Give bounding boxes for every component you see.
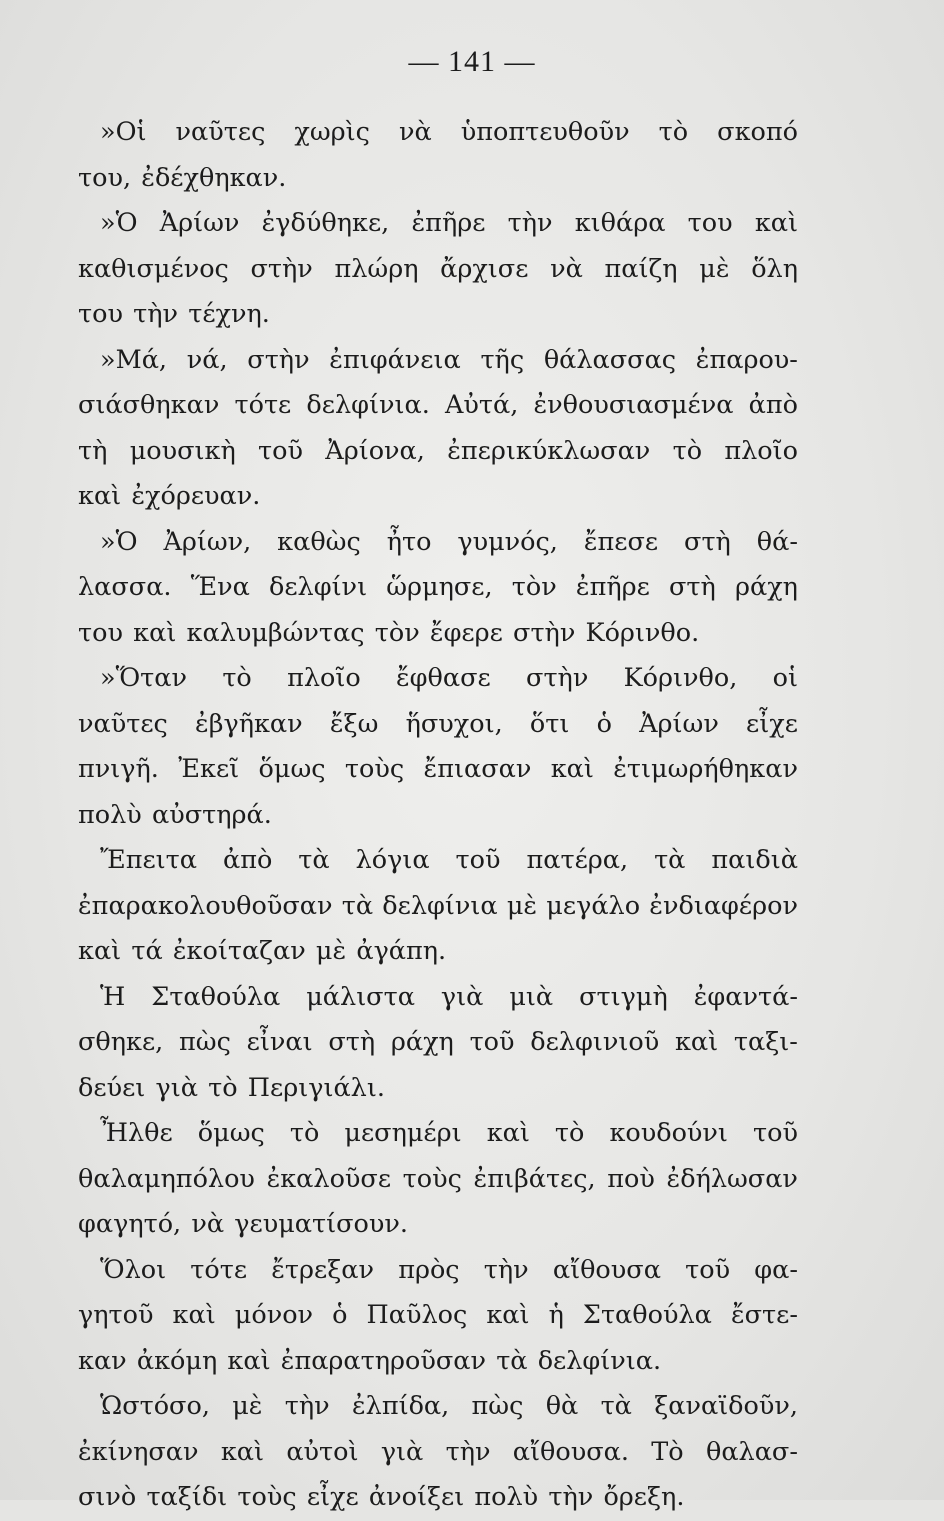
word: νὰ <box>398 117 432 147</box>
word: ἐπερικύκλωσαν <box>447 435 651 466</box>
word: ἐπιβάτες, <box>473 1163 596 1194</box>
word: γιὰ <box>380 1436 424 1467</box>
word: τὴν <box>483 1254 529 1285</box>
word: »Οἱ <box>100 117 147 147</box>
text-line <box>78 975 798 1021</box>
word: ἄρχισε <box>440 253 529 284</box>
word: ἐπῆρε <box>575 572 650 602</box>
word: ὅμως <box>197 1118 265 1148</box>
word: πατέρα, <box>526 845 629 875</box>
word: »Ὁ <box>100 526 138 557</box>
word: θαλαμηπόλου <box>78 1163 255 1194</box>
text-line <box>78 1202 798 1248</box>
word: αἴθουσα <box>552 1254 661 1285</box>
word: πὼς <box>179 1027 231 1057</box>
word: καὶ <box>754 208 798 238</box>
word: ἔφερε <box>429 617 503 648</box>
word: στὴν <box>513 617 576 648</box>
word: Ὡστόσο, <box>100 1391 210 1421</box>
word: τὴν <box>548 1482 594 1512</box>
word: τὴ <box>78 435 108 466</box>
word: ἐνθουσιασμένα <box>533 390 734 420</box>
word: τὰ <box>341 890 374 921</box>
word: ἐδέχθηκαν. <box>141 162 287 193</box>
word: πλοῖο <box>724 435 798 466</box>
word: ναῦτες <box>175 117 266 147</box>
word: τέχνη. <box>188 299 270 329</box>
text-line <box>78 1339 798 1385</box>
word: ἦτο <box>386 526 432 557</box>
word: Ἕνα <box>190 572 250 602</box>
text-line <box>78 201 798 247</box>
word: ταξίδι <box>146 1482 228 1512</box>
word: γητοῦ <box>78 1300 154 1330</box>
word: τότε <box>190 1254 248 1285</box>
word: ὅμως <box>258 754 326 784</box>
text-line <box>78 429 798 475</box>
word: εἶναι <box>246 1027 313 1057</box>
word: σιάσθηκαν <box>78 390 220 420</box>
word: ἐχόρευαν. <box>131 481 261 511</box>
word: τὴν <box>445 1436 491 1467</box>
word: ἔπιασαν <box>423 754 532 784</box>
word: ἐκίνησαν <box>78 1436 199 1467</box>
word: πνιγῆ. <box>78 754 159 784</box>
word: δελφίνια. <box>306 390 430 420</box>
word: καὶ <box>78 936 122 966</box>
word: ξαναϊδοῦν, <box>654 1391 798 1421</box>
text-line <box>78 747 798 793</box>
word: ὅτι <box>529 708 570 739</box>
word: ὁ <box>596 708 612 739</box>
word: θάλασσας <box>543 344 677 375</box>
word: σινὸ <box>78 1482 137 1512</box>
word: αὐστηρά. <box>151 799 272 830</box>
word: μουσικὴ <box>129 435 236 466</box>
word: στὴ <box>669 572 716 602</box>
text-line <box>78 474 798 520</box>
word: δελφίνι <box>268 572 368 602</box>
word: θὰ <box>545 1391 579 1421</box>
word: τὸ <box>208 1072 238 1103</box>
word: τότε <box>234 390 292 420</box>
word: στιγμὴ <box>579 981 668 1012</box>
text-line <box>78 611 798 657</box>
word: Σταθούλα <box>151 981 281 1012</box>
text-line <box>78 656 798 702</box>
word: ἐπιφάνεια <box>329 344 461 375</box>
word: τὰ <box>496 1345 528 1376</box>
word: ἐγδύθηκε, <box>261 208 390 238</box>
word: του <box>78 299 123 329</box>
word: Ἀρίων <box>159 208 240 238</box>
word: ἀγάπη. <box>356 936 447 966</box>
text-line <box>78 929 798 975</box>
word: πολὺ <box>78 799 142 830</box>
word: ἐδήλωσαν <box>666 1163 798 1194</box>
word: τὴν <box>507 208 553 238</box>
word: μὲ <box>232 1391 263 1421</box>
word: νά, <box>186 344 228 375</box>
word: δελφίνια. <box>537 1345 662 1376</box>
word: κουδούνι <box>609 1118 728 1148</box>
text-line <box>78 884 798 930</box>
word: τὸν <box>511 572 557 602</box>
word: ταξι- <box>733 1027 798 1057</box>
word: ἐλπίδα, <box>351 1391 450 1421</box>
word: τὰ <box>298 845 330 875</box>
word: »Ὅταν <box>100 663 188 693</box>
word: καὶ <box>172 1300 216 1330</box>
word: ἀπὸ <box>748 390 798 420</box>
word: τὸν <box>374 617 420 648</box>
word: καὶ <box>133 617 177 648</box>
word: ἥσυχοι, <box>405 708 503 739</box>
word: μεσημέρι <box>344 1118 462 1148</box>
word: ἐπαρακολουθοῦσαν <box>78 890 333 921</box>
word: ἐτιμωρήθηκαν <box>613 754 798 784</box>
word: Ἀρίων <box>639 708 719 739</box>
word: του <box>687 208 733 238</box>
word: στὴν <box>247 344 310 375</box>
word: τοῦ <box>455 845 501 875</box>
word: νὰ <box>550 253 583 284</box>
word: ἐφαντά- <box>693 981 798 1012</box>
word: ὁ <box>332 1300 348 1330</box>
word: τὴν <box>284 1391 330 1421</box>
word: μάλιστα <box>306 981 415 1012</box>
word: πολὺ <box>474 1482 539 1512</box>
word: Σταθούλα <box>582 1300 712 1330</box>
word: Κόρινθο. <box>585 617 700 648</box>
word: κιθάρα <box>574 208 666 238</box>
word: δεύει <box>78 1072 146 1103</box>
word: καὶ <box>227 1345 271 1376</box>
word: Ἀρίονα, <box>325 435 425 466</box>
word: ἐκοίταζαν <box>172 936 306 966</box>
word: αἴθουσα. <box>512 1436 629 1467</box>
text-line <box>78 702 798 748</box>
text-line <box>78 1066 798 1112</box>
text-line <box>78 565 798 611</box>
word: Ἡ <box>100 981 126 1012</box>
word: τὸ <box>672 435 703 466</box>
word: αὐτοὶ <box>286 1436 359 1467</box>
word: »Μά, <box>100 344 168 375</box>
word: στὴ <box>684 526 731 557</box>
word: Ἀρίων, <box>163 526 252 557</box>
text-line <box>78 1157 798 1203</box>
text-line <box>78 1293 798 1339</box>
word: χωρὶς <box>294 117 370 147</box>
word: τὸ <box>658 117 689 147</box>
word: ἀκόμη <box>136 1345 218 1376</box>
page-number: — 141 — <box>408 45 536 78</box>
word: στὴν <box>250 253 313 284</box>
text-line <box>78 1020 798 1066</box>
text-line <box>78 338 798 384</box>
text-line <box>78 838 798 884</box>
word: ὥρμησε, <box>386 572 493 602</box>
word: Κόρινθο, <box>623 663 738 693</box>
text-line <box>78 1248 798 1294</box>
text-line <box>78 156 798 202</box>
word: τοῦ <box>469 1027 515 1057</box>
word: πλώρη <box>334 253 419 284</box>
word: μεγάλο <box>546 890 641 921</box>
word: Ἐκεῖ <box>178 754 240 784</box>
word: ὄρεξη. <box>603 1482 685 1512</box>
word: τά <box>131 936 163 966</box>
word: ἔξω <box>329 708 379 739</box>
word: παίζη <box>604 253 678 284</box>
word: παιδιὰ <box>711 845 798 875</box>
word: λασσα. <box>78 572 172 602</box>
word: ἡ <box>548 1300 564 1330</box>
word: πλοῖο <box>287 663 361 693</box>
word: γιὰ <box>155 1072 198 1103</box>
word: ἔπεσε <box>583 526 659 557</box>
word: ναῦτες <box>78 708 168 739</box>
word: Αὐτά, <box>444 390 519 420</box>
word: δελφινιοῦ <box>530 1027 660 1057</box>
word: τῆς <box>480 344 525 375</box>
word: τὴν <box>133 299 179 329</box>
text-line <box>78 793 798 839</box>
text-line <box>78 110 798 156</box>
word: καν <box>78 1345 127 1376</box>
word: ποὺ <box>607 1163 655 1194</box>
word: του, <box>78 162 132 193</box>
word: ράχη <box>734 572 798 602</box>
text-line <box>78 1475 798 1521</box>
text-line <box>78 1430 798 1476</box>
word: τοὺς <box>402 1163 462 1194</box>
word: τοὺς <box>344 754 405 784</box>
word: μὲ <box>699 253 730 284</box>
word: τοῦ <box>258 435 303 466</box>
word: στὴν <box>526 663 589 693</box>
word: ἀπὸ <box>222 845 273 875</box>
word: θά- <box>756 526 798 557</box>
text-line <box>78 520 798 566</box>
word: Ἔπειτα <box>100 845 198 875</box>
word: καὶ <box>550 754 594 784</box>
word: γευματίσουν. <box>234 1209 408 1239</box>
word: εἶχε <box>746 708 798 739</box>
word: τοὺς <box>237 1482 297 1512</box>
word: νὰ <box>191 1209 225 1239</box>
word: Τὸ <box>651 1436 684 1467</box>
word: ἀνοίξει <box>368 1482 465 1512</box>
word: ἔτρεξαν <box>271 1254 375 1285</box>
word: μόνον <box>234 1300 314 1330</box>
word: φα- <box>754 1254 798 1285</box>
word: καλυμβώντας <box>186 617 365 648</box>
word: καὶ <box>486 1118 530 1148</box>
word: τὸ <box>289 1118 320 1148</box>
word: πὼς <box>471 1391 524 1421</box>
word: μὲ <box>315 936 347 966</box>
word: καὶ <box>674 1027 719 1057</box>
word: φαγητό, <box>78 1209 182 1239</box>
word: δελφίνια <box>382 890 498 921</box>
word: ὅλη <box>751 253 798 284</box>
word: θαλασ- <box>705 1436 798 1467</box>
word: γυμνός, <box>457 526 558 557</box>
word: »Ὁ <box>100 208 138 238</box>
word: τὰ <box>600 1391 632 1421</box>
word: τοῦ <box>753 1118 798 1148</box>
word: μὲ <box>506 890 538 921</box>
text-line <box>78 383 798 429</box>
text-line <box>78 1111 798 1157</box>
word: Ὅλοι <box>100 1254 167 1285</box>
word: ἔστε- <box>730 1300 798 1330</box>
word: Παῦλος <box>366 1300 468 1330</box>
word: στὴ <box>328 1027 376 1057</box>
word: καὶ <box>220 1436 264 1467</box>
word: σθηκε, <box>78 1027 164 1057</box>
word: ἐπαρου- <box>695 344 798 375</box>
word: ἐπῆρε <box>411 208 486 238</box>
word: ἐκαλοῦσε <box>266 1163 392 1194</box>
word: ἐνδιαφέρον <box>649 890 798 921</box>
word: γιὰ <box>440 981 484 1012</box>
word: ράχη <box>390 1027 454 1057</box>
word: του <box>78 617 123 648</box>
text-line <box>78 247 798 293</box>
word: ἐβγῆκαν <box>195 708 303 739</box>
word: μιὰ <box>509 981 554 1012</box>
word: τοῦ <box>685 1254 731 1285</box>
word: τὸ <box>554 1118 585 1148</box>
word: οἱ <box>772 663 798 693</box>
text-line <box>78 1384 798 1430</box>
text-line <box>78 292 798 338</box>
body-text <box>78 110 798 1521</box>
word: καὶ <box>78 481 122 511</box>
word: τὸ <box>222 663 252 693</box>
word: καὶ <box>486 1300 530 1330</box>
word: ἐπαρατηροῦσαν <box>280 1345 486 1376</box>
word: καθισμένος <box>78 253 229 284</box>
word: ὑποπτευθοῦν <box>460 117 630 147</box>
word: εἶχε <box>306 1482 359 1512</box>
word: ἔφθασε <box>396 663 491 693</box>
word: καθὼς <box>277 526 361 557</box>
word: πρὸς <box>398 1254 460 1285</box>
word: Ἦλθε <box>100 1118 173 1148</box>
word: σκοπό <box>717 117 798 147</box>
word: λόγια <box>355 845 430 875</box>
word: τὰ <box>654 845 686 875</box>
word: Περιγιάλι. <box>247 1072 385 1103</box>
